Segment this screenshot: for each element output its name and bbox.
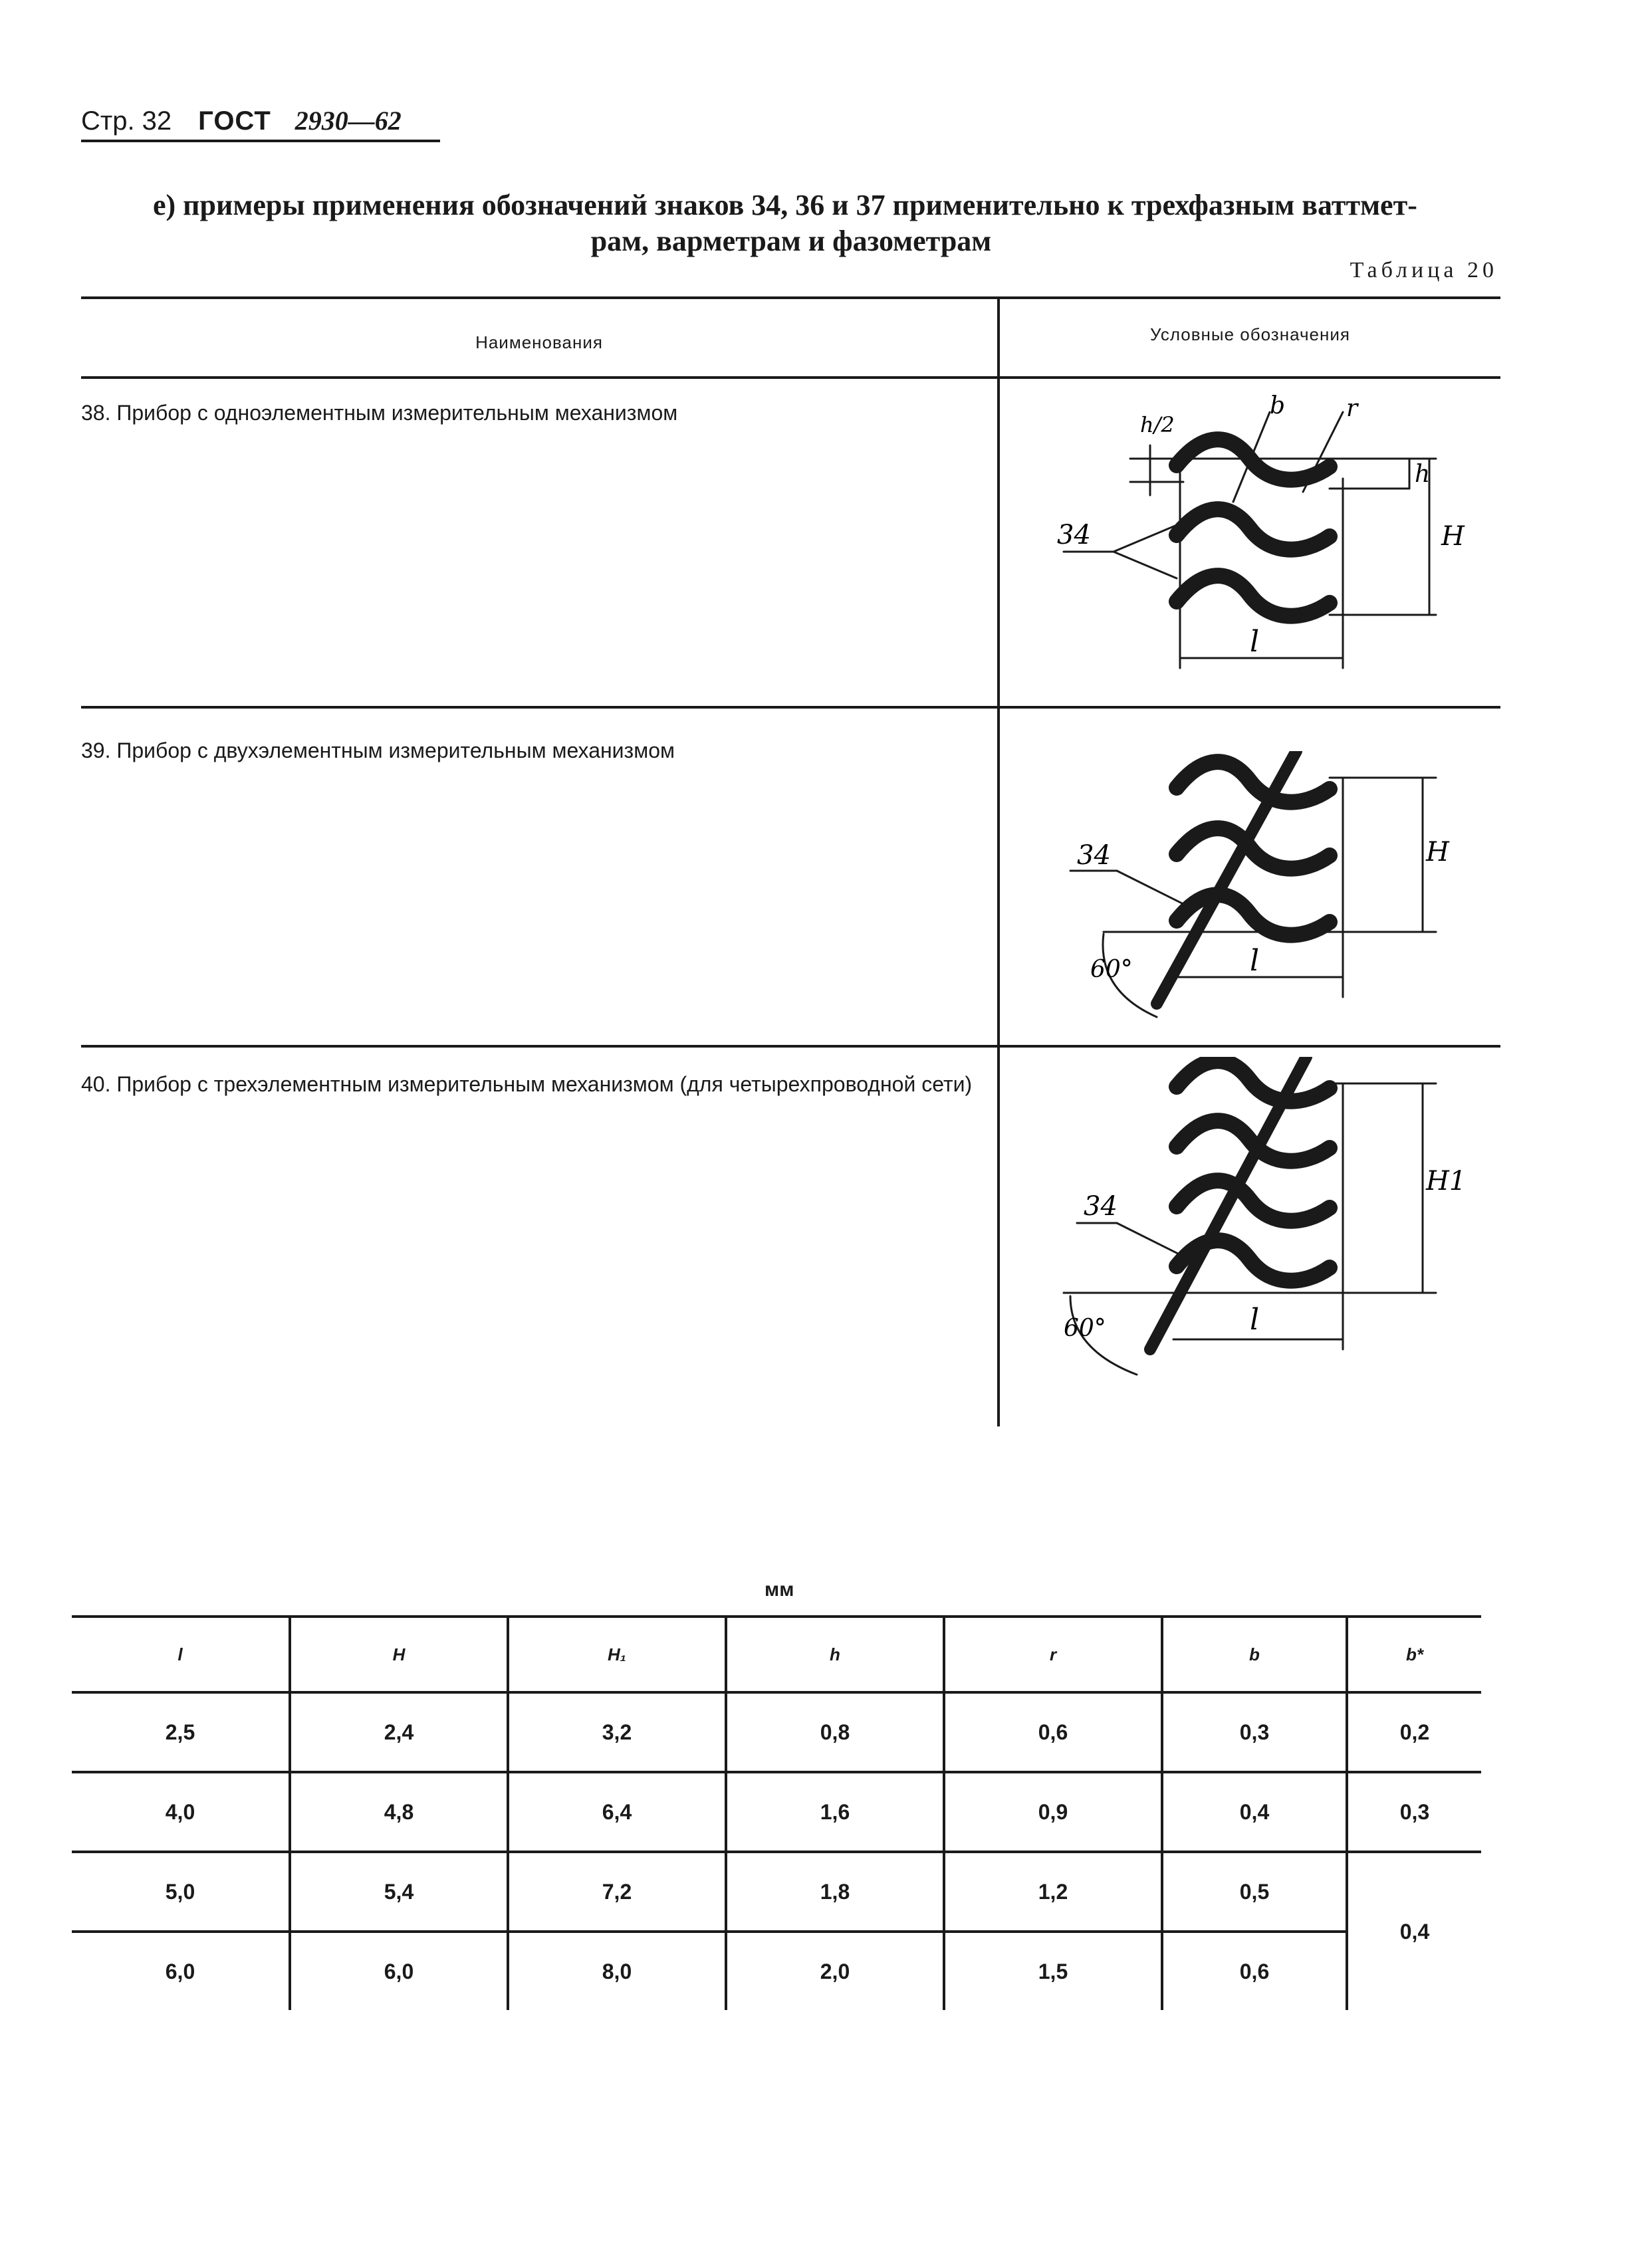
dims-col-H1: H₁ [508, 1617, 726, 1692]
table-cell: 6,0 [165, 1959, 195, 1983]
table-top-rule [81, 296, 1500, 299]
dims-col-h: h [726, 1617, 944, 1692]
table-cell: 5,4 [290, 1852, 508, 1932]
table-cell: 3,2 [508, 1692, 726, 1772]
dim-H-label: H [1426, 837, 1449, 867]
table-row-40: 40. Прибор с трехэлементным измерительным механизмом (для четырехпроводной сети) [81, 1072, 973, 1096]
dim-l-label: l [1250, 944, 1260, 978]
table-column-divider [997, 296, 1000, 1426]
table-cell: 4,0 [165, 1799, 195, 1824]
page-header [81, 105, 402, 136]
table-cell: 0,3 [1162, 1692, 1347, 1772]
table-cell: 1,8 [726, 1852, 944, 1932]
table-row [72, 1772, 1481, 1852]
standard-number: 2930—62 [295, 106, 402, 136]
table-cell: 1,6 [726, 1772, 944, 1852]
table-cell: 0,4 [1162, 1772, 1347, 1852]
table-cell: 0,5 [1162, 1852, 1347, 1932]
table-row [72, 1692, 1481, 1772]
table-cell: 0,6 [944, 1692, 1162, 1772]
figure-three-element [1050, 1057, 1476, 1403]
caption-line-2: рам, варметрам и фазометрам [590, 225, 992, 257]
page-number: Стр. 32 [81, 106, 172, 136]
table-cell: 8,0 [508, 1932, 726, 2010]
ref-label-34: 34 [1084, 1191, 1118, 1222]
dims-unit-label: мм [765, 1579, 794, 1601]
dims-col-l: l [177, 1644, 183, 1664]
table-cell: 1,5 [944, 1932, 1162, 2010]
dim-H1-label: H1 [1426, 1166, 1467, 1196]
table-number: Таблица 20 [1350, 258, 1498, 282]
dims-table [72, 1615, 1481, 2010]
dims-header-row [72, 1617, 1481, 1692]
dims-col-b: b [1162, 1617, 1347, 1692]
table-cell: 0,3 [1347, 1772, 1481, 1852]
dims-col-b-star: b* [1347, 1617, 1481, 1692]
column-header-name: Наименования [475, 332, 603, 352]
row-divider [81, 706, 1500, 709]
table-row-38: 38. Прибор с одноэлементным измерительным механизмом [81, 401, 678, 425]
angle-label: 60° [1090, 956, 1133, 983]
table-row [72, 1852, 1481, 1932]
caption-line-1: е) примеры применения обозначений знаков 34, 36 и 37 применительно к трехфазным ваттмет- [153, 189, 1417, 221]
table-cell: 2,0 [726, 1932, 944, 2010]
column-header-symbol: Условные обозначения [1150, 324, 1350, 344]
table-cell: 5,0 [165, 1879, 195, 1904]
dims-col-H: H [290, 1617, 508, 1692]
section-caption [153, 187, 1502, 259]
angle-label: 60° [1064, 1315, 1106, 1342]
header-rule [81, 140, 440, 142]
table-cell: 7,2 [508, 1852, 726, 1932]
table-cell: 2,5 [165, 1720, 195, 1744]
table-cell: 0,8 [726, 1692, 944, 1772]
table-cell: 0,2 [1347, 1692, 1481, 1772]
table-row-39: 39. Прибор с двухэлементным измерительным механизмом [81, 738, 675, 762]
figure-single-element [1050, 392, 1476, 685]
ref-label-34: 34 [1077, 840, 1111, 871]
dim-l-label: l [1250, 1303, 1260, 1337]
dim-H-label: H [1441, 521, 1465, 552]
table-cell: 1,2 [944, 1852, 1162, 1932]
dims-col-r: r [944, 1617, 1162, 1692]
header-bottom-rule [81, 376, 1500, 379]
table-cell: 2,4 [290, 1692, 508, 1772]
table-cell: 0,6 [1162, 1932, 1347, 2010]
table-cell: 4,8 [290, 1772, 508, 1852]
table-row [72, 1932, 1481, 2010]
dim-b-label: b [1270, 392, 1286, 419]
standard-label: ГОСТ [198, 106, 271, 136]
row-divider [81, 1045, 1500, 1048]
ref-label-34: 34 [1057, 520, 1091, 550]
table-cell-merged: 0,4 [1347, 1852, 1481, 2010]
table-cell: 6,0 [290, 1932, 508, 2010]
table-cell: 6,4 [508, 1772, 726, 1852]
table-cell: 0,9 [944, 1772, 1162, 1852]
figure-two-element [1050, 751, 1476, 1044]
dim-r-label: r [1346, 395, 1358, 422]
dim-h-label: h [1415, 461, 1431, 488]
dim-l-label: l [1250, 625, 1260, 659]
dim-h-half-label: h/2 [1140, 412, 1175, 437]
